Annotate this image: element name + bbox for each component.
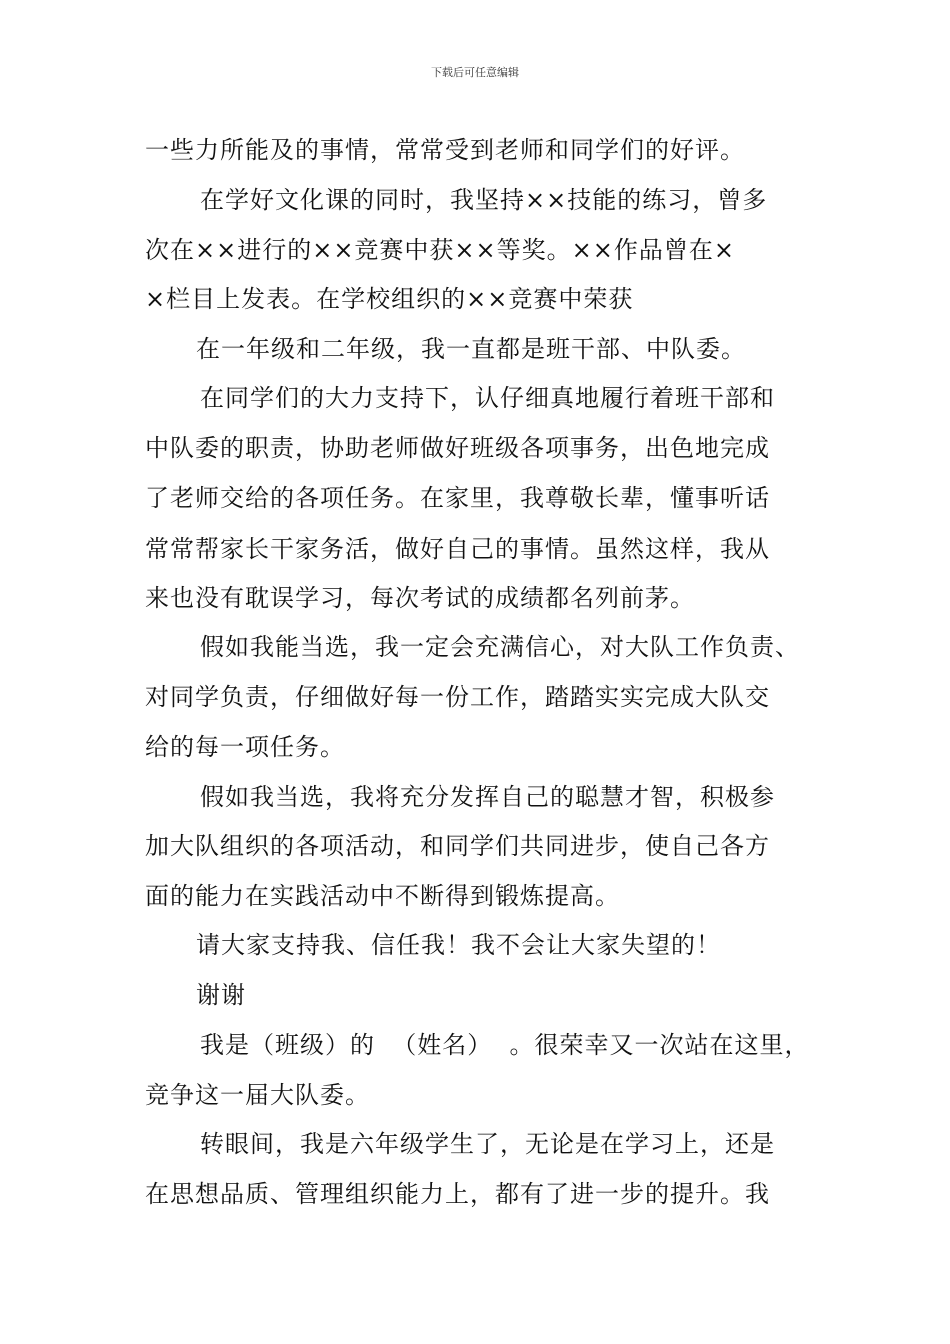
text-line: 来也没有耽误学习，每次考试的成绩都名列前茅。	[145, 584, 695, 612]
text-line: 请大家支持我、信任我！我不会让大家失望的！	[196, 931, 721, 959]
text-line: 次在××进行的××竞赛中获××等奖。××作品曾在×	[145, 236, 735, 264]
page-header: 下载后可任意编辑	[431, 66, 519, 79]
text-line: 中队委的职责，协助老师做好班级各项事务，出色地完成	[145, 434, 770, 462]
text-line: 了老师交给的各项任务。在家里，我尊敬长辈，懂事听话	[145, 484, 770, 512]
text-line: 一些力所能及的事情，常常受到老师和同学们的好评。	[145, 136, 745, 164]
text-line: 假如我能当选，我一定会充满信心，对大队工作负责、	[200, 633, 800, 661]
text-line: 给的每一项任务。	[145, 733, 345, 761]
text-line: 对同学负责，仔细做好每一份工作，踏踏实实完成大队交	[145, 683, 770, 711]
text-line: 在思想品质、管理组织能力上，都有了进一步的提升。我	[145, 1180, 770, 1208]
text-line: 面的能力在实践活动中不断得到锻炼提高。	[145, 882, 620, 910]
text-line: 假如我当选，我将充分发挥自己的聪慧才智，积极参	[200, 783, 775, 811]
text-line: 加大队组织的各项活动，和同学们共同进步，使自己各方	[145, 832, 770, 860]
text-line: ×栏目上发表。在学校组织的××竞赛中荣获	[145, 285, 634, 313]
text-line: 在同学们的大力支持下，认仔细真地履行着班干部和	[200, 384, 775, 412]
text-line: 在学好文化课的同时，我坚持××技能的练习，曾多	[200, 186, 768, 214]
text-line: 谢谢	[196, 981, 246, 1009]
text-line: 常常帮家长干家务活，做好自己的事情。虽然这样，我从	[145, 535, 770, 563]
text-line: 转眼间，我是六年级学生了，无论是在学习上，还是	[200, 1130, 775, 1158]
text-line: 我是（班级）的 （姓名） 。很荣幸又一次站在这里，	[200, 1031, 810, 1059]
text-line: 在一年级和二年级，我一直都是班干部、中队委。	[196, 335, 746, 363]
text-line: 竞争这一届大队委。	[145, 1081, 370, 1109]
